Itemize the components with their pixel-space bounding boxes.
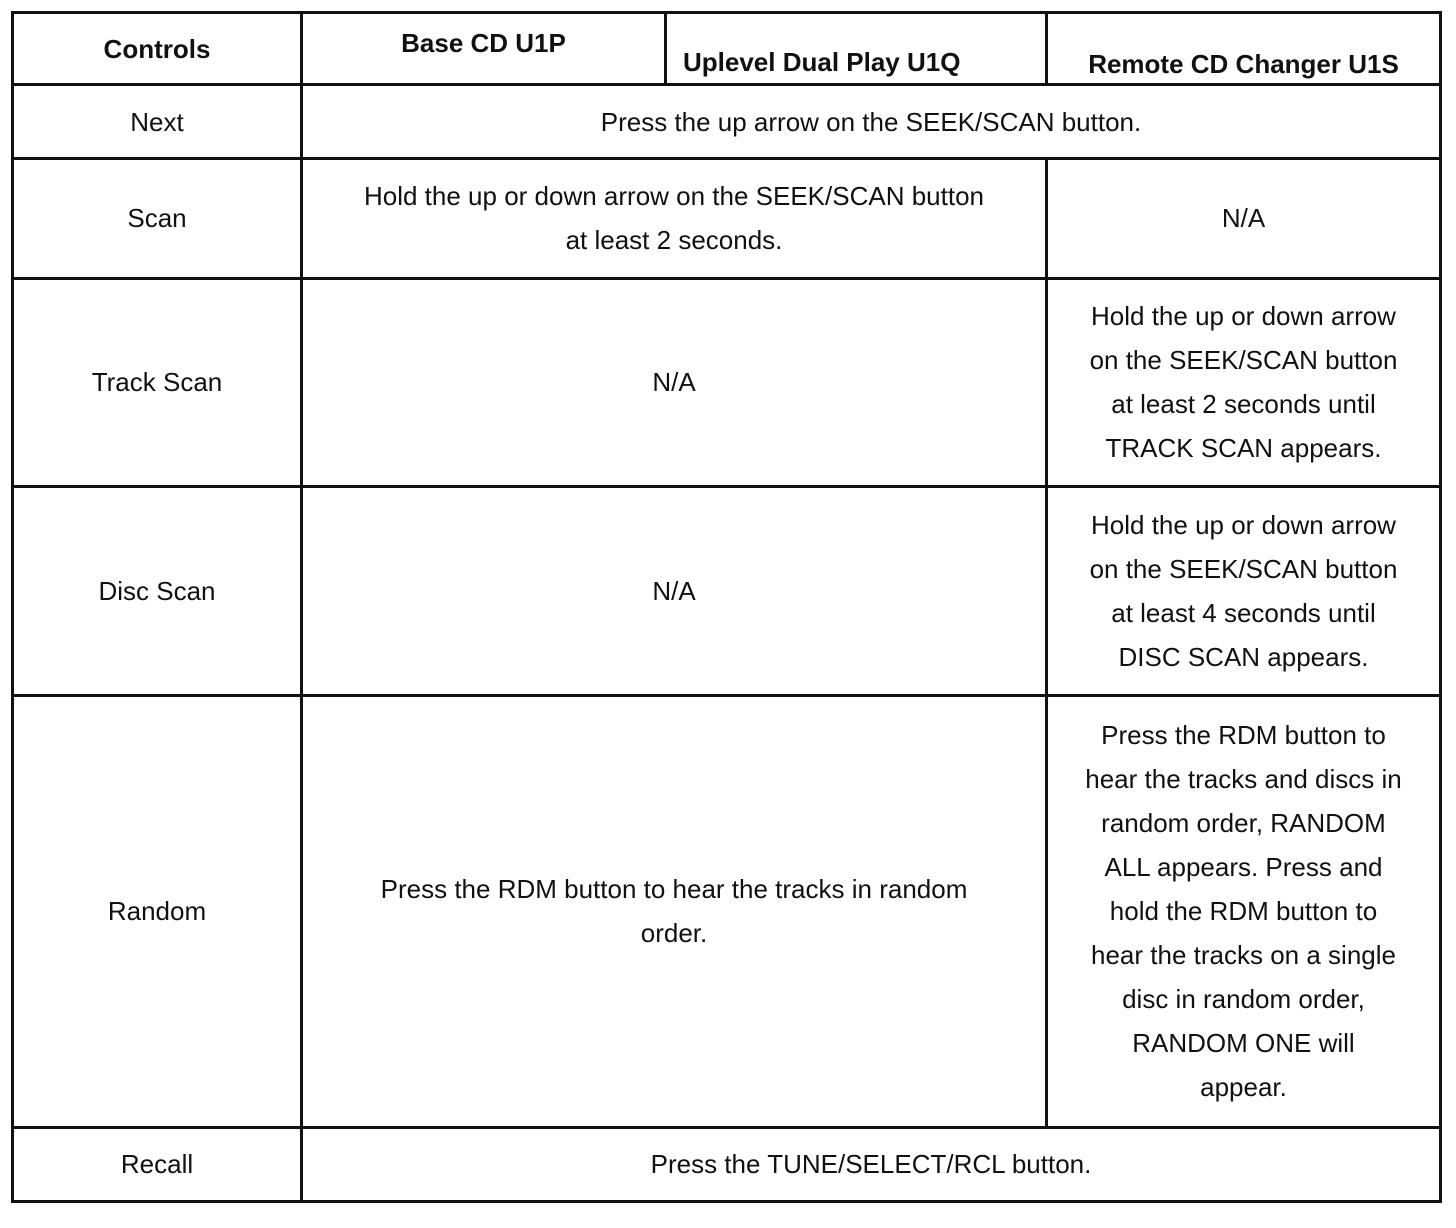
random-base-uplevel-text: Press the RDM button to hear the tracks in random order. [380,874,968,949]
table-row-disc-scan [13,487,1441,696]
scan-base-uplevel-text: Hold the up or down arrow on the SEEK/SCAN button at least 2 seconds. [363,181,984,256]
table-row-next [13,85,1441,159]
table-row-random [13,695,1441,1127]
row-label-recall: Recall [13,1127,302,1201]
next-description: Press the up arrow on the SEEK/SCAN button. [302,85,1441,159]
scan-base-uplevel-cell [302,159,1047,278]
header-remote-cd-changer: Remote CD Changer U1S [1047,13,1441,85]
recall-description: Press the TUNE/SELECT/RCL button. [302,1127,1441,1201]
controls-table-container [11,11,1439,1203]
table-row-scan [13,159,1441,278]
header-row [13,13,1441,85]
table-row-recall [13,1127,1441,1201]
row-label-random: Random [13,695,302,1127]
header-controls: Controls [13,13,302,85]
row-label-scan: Scan [13,159,302,278]
row-label-next: Next [13,85,302,159]
track-scan-base-uplevel-cell: N/A [302,278,1047,487]
header-base-cd: Base CD U1P [302,13,666,85]
disc-scan-remote-text: Hold the up or down arrow on the SEEK/SCAN button at least 4 seconds until DISC SCAN appears. [1089,509,1398,672]
table-row-track-scan [13,278,1441,487]
random-remote-text: Press the RDM button to hear the tracks and discs in random order, RANDOM ALL appears. Press and hold the RDM button to hear the tracks on a single disc in random order, RANDOM ONE will appear. [1085,720,1402,1103]
track-scan-remote-text: Hold the up or down arrow on the SEEK/SCAN button at least 2 seconds until TRACK SCAN appears. [1089,301,1398,464]
row-label-disc-scan: Disc Scan [13,487,302,696]
controls-table [11,11,1442,1203]
disc-scan-remote-cell [1047,487,1441,696]
track-scan-remote-cell [1047,278,1441,487]
random-base-uplevel-cell [302,695,1047,1127]
random-remote-cell [1047,695,1441,1127]
header-uplevel-dual-play: Uplevel Dual Play U1Q [666,13,1047,85]
row-label-track-scan: Track Scan [13,278,302,487]
scan-remote-cell: N/A [1047,159,1441,278]
disc-scan-base-uplevel-cell: N/A [302,487,1047,696]
